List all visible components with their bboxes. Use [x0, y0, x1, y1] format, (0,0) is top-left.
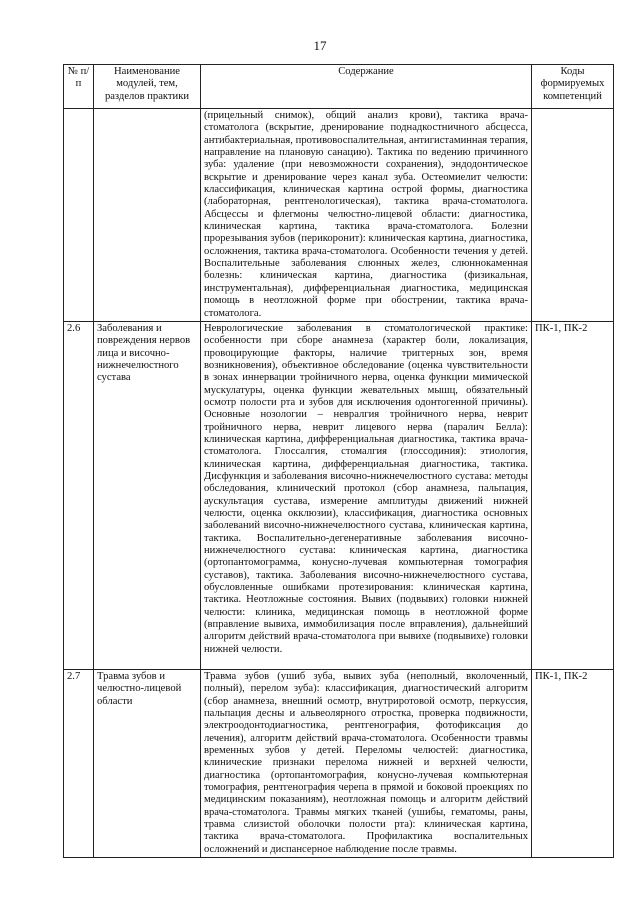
- table-row: [64, 321, 614, 669]
- row-codes: ПК-1, ПК-2: [532, 669, 614, 857]
- header-name: Наименование модулей, тем, разделов практики: [94, 65, 201, 109]
- header-codes: Коды формируемых компетенций: [532, 65, 614, 109]
- row-content: Неврологические заболевания в стоматологической практике: особенности при сборе анамнеза (характер боли, локализация, провоцирующие факторы, наличие триггерных зон, время возникновения), объективное обследование (оценка чувствительности в зонах иннервации тройничного нерва, оценка функции мимической мускулатуры, оценка функции жевательных мышц, обязательный осмотр полости рта и зубов для исключения одонтогенной причины). Основные нозологии – невралгия тройничного нерва, неврит тройничного нерва, неврит лицевого нерва (паралич Белла): клиническая картина, дифференциальная диагностика, тактика врача-стоматолога. Глоссалгия, стомалгия (глоссодиния): этиология, клиническая картина, дифференциальная диагностика, тактика. Дисфункция и заболевания височно-нижнечелюстного сустава: методы обследования, клинический протокол (сбор анамнеза, пальпация, аускультация сустава, измерение амплитуды движений нижней челюсти, оценка окклюзии), классификация, диагностика основных заболеваний височно-нижнечелюстного сустава, клиническая картина, тактика. Воспалительно-дегенеративные заболевания височно-нижнечелюстного сустава: клиническая картина, диагностика (ортопантомограмма, конусно-лучевая компьютерная томография суставов), тактика. Заболевания височно-нижнечелюстного сустава, обусловленные ошибками протезирования: клиническая картина, тактика. Неотложные состояния. Вывих (подвывих) головки нижней челюсти: клиника, медицинская помощь в неотложной форме (вправление вывиха, иммобилизация после вправления), дальнейший алгоритм действий врача-стоматолога при вывихе (подвывихе) головки нижней челюсти.: [201, 321, 532, 669]
- header-number: № п/п: [64, 65, 94, 109]
- row-content: Травма зубов (ушиб зуба, вывих зуба (неполный, вколоченный, полный), перелом зуба): классификация, диагностический алгоритм (сбор анамнеза, внешний осмотр, внутриротовой осмотр, перкуссия, пальпация десны и альвеолярного отростка, проверка подвижности, электроодонтодиагностика, рентгенография, фотофиксация до лечения), алгоритм действий врача-стоматолога. Особенности травмы временных зубов у детей. Переломы челюстей: диагностика, клинические признаки перелома нижней и верхней челюсти, диагностика (ортопантомография, конусно-лучевая компьютерная томография, рентгенография черепа в прямой и боковой проекциях по медицинским показаниям), неотложная помощь и алгоритм действий врача-стоматолога. Травмы мягких тканей (ушибы, гематомы, раны, травма слизистой оболочки полости рта): клиническая картина, тактика врача-стоматолога. Профилактика воспалительных осложнений и диспансерное наблюдение после травмы.: [201, 669, 532, 857]
- header-content: Содержание: [201, 65, 532, 109]
- table-row: [64, 669, 614, 857]
- row-name: [94, 109, 201, 322]
- row-name: Заболевания и повреждения нервов лица и височно-нижнечелюстного сустава: [94, 321, 201, 669]
- row-number: 2.7: [64, 669, 94, 857]
- table-row: [64, 109, 614, 322]
- row-codes: [532, 109, 614, 322]
- page-number: 17: [313, 38, 327, 53]
- row-name: Травма зубов и челюстно-лицевой области: [94, 669, 201, 857]
- row-number: [64, 109, 94, 322]
- curriculum-table: [63, 64, 614, 858]
- row-codes: ПК-1, ПК-2: [532, 321, 614, 669]
- row-number: 2.6: [64, 321, 94, 669]
- row-content: (прицельный снимок), общий анализ крови), тактика врача-стоматолога (вскрытие, дренирование поднадкостничного абсцесса, антибактериальная, противовоспалительная, антигистаминная терапия, направление на плановую санацию). Тактика по ведению причинного зуба: удаление (при невозможности сохранения), эндодонтическое вскрытие и дренирование через канал зуба. Остеомиелит челюсти: классификация, клиническая картина острой формы, диагностика (лабораторная, рентгенологическая), тактика врача-стоматолога. Абсцессы и флегмоны челюстно-лицевой области: диагностика, клиническая картина, тактика врача-стоматолога. Болезни прорезывания зубов (перикоронит): клиническая картина, диагностика, осложнения, тактика врача-стоматолога. Особенности течения у детей. Воспалительные заболевания слюнных желез, слюннокаменная болезнь: клиническая картина, диагностика (физикальная, инструментальная), дифференциальная диагностика, медицинская помощь в неотложной форме при обострении, тактика врача-стоматолога.: [201, 109, 532, 322]
- table-header-row: [64, 65, 614, 109]
